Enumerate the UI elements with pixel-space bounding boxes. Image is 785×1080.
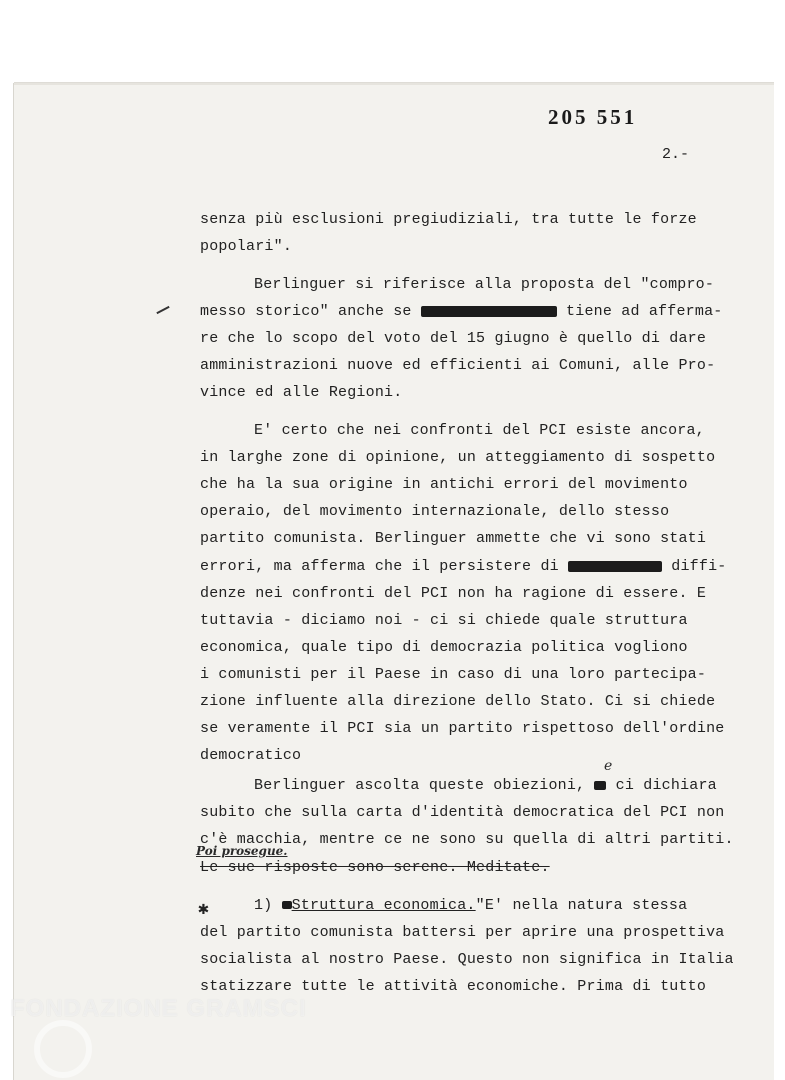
redaction-bar [568,561,662,572]
text-line [254,897,687,914]
handwritten-margin-note: Poi prosegue. [196,844,288,858]
redaction-bar [421,306,557,317]
text-line: popolari". [200,238,293,255]
strikeout-mark [594,781,606,790]
text-line: democratico [200,747,302,764]
text-line [254,777,717,794]
text-line: se veramente il PCI sia un partito rispettoso dell'ordine [200,720,725,737]
handwritten-insert-e: e [604,758,613,774]
text-line: denze nei confronti del PCI non ha ragione di essere. E [200,585,707,602]
text-fragment: Berlinguer ascolta queste obiezioni, [254,777,586,794]
text-line: senza più esclusioni pregiudiziali, tra tutte le forze [200,211,697,228]
text-line: zione influente alla direzione dello Stato. Ci si chiede [200,693,716,710]
text-fragment: ci dichiara [615,777,717,794]
text-line: subito che sulla carta d'identità democratica del PCI non [200,804,725,821]
text-line: i comunisti per il Paese in caso di una loro partecipa- [200,666,707,683]
text-line: re che lo scopo del voto del 15 giugno è quello di dare [200,330,707,347]
text-fragment: messo storico" anche se [200,303,412,320]
section-heading: Struttura economica. [291,897,476,914]
text-line [200,558,726,575]
text-fragment: "E' nella natura stessa [475,897,688,914]
text-fragment: errori, ma afferma che il persistere di [200,558,559,575]
text-line: statizzare tutte le attività economiche. Prima di tutto [200,978,707,995]
watermark-logo [34,1020,92,1078]
text-line: in larghe zone di opinione, un atteggiamento di sospetto [200,449,716,466]
archive-watermark: FONDAZIONE GRAMSCI [10,995,307,1022]
text-line: socialista al nostro Paese. Questo non significa in Italia [200,951,734,968]
text-line: operaio, del movimento internazionale, dello stesso [200,503,670,520]
document-reference-number: 205 551 [548,105,638,129]
text-line: tuttavia - diciamo noi - ci si chiede quale struttura [200,612,688,629]
text-line: del partito comunista battersi per aprire una prospettiva [200,924,725,941]
text-line: E' certo che nei confronti del PCI esiste ancora, [254,422,705,439]
sheet-top-edge [14,83,774,85]
text-line: vince ed alle Regioni. [200,384,403,401]
text-line: amministrazioni nuove ed efficienti ai Comuni, alle Pro- [200,357,716,374]
text-fragment: tiene ad afferma- [566,303,723,320]
text-line [200,303,722,320]
list-number: 1) [254,897,273,914]
page-number: 2.- [662,146,690,163]
text-line: Berlinguer si riferisce alla proposta del "compro- [254,276,715,293]
text-line: partito comunista. Berlinguer ammette che vi sono stati [200,530,707,547]
text-line: che ha la sua origine in antichi errori del movimento [200,476,688,493]
text-fragment: diffi- [671,558,727,575]
text-line: economica, quale tipo di democrazia politica vogliono [200,639,688,656]
handwritten-star-mark: ✱ [198,900,209,920]
text-line: c'è macchia, mentre ce ne sono su quella di altri partiti. [200,831,734,848]
text-line: Le sue risposte sono serene. Meditate. [200,859,550,876]
strikeout-mark [282,901,292,909]
